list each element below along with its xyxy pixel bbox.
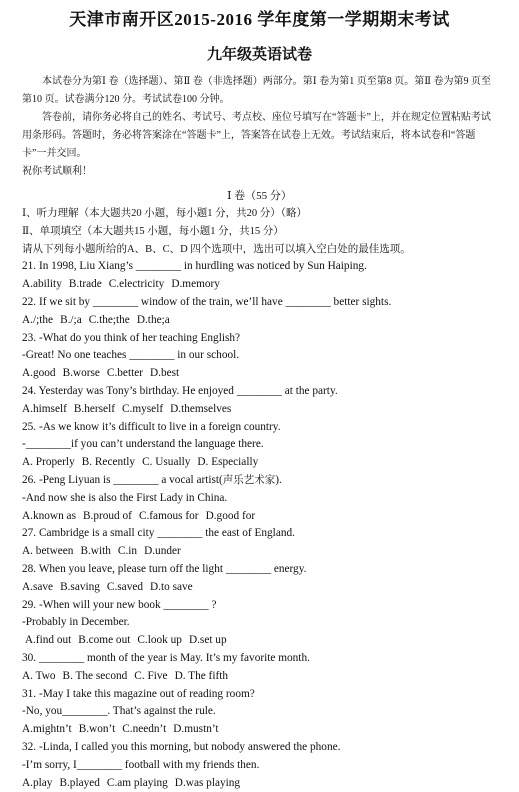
option-a: A. Two: [22, 670, 56, 682]
option-a: A.good: [22, 367, 56, 379]
option-d: D.themselves: [170, 403, 231, 415]
option-a: A. Properly: [22, 456, 75, 468]
option-a: A.play: [22, 777, 52, 789]
question-32-options: [22, 775, 497, 792]
question-32-line-2: -I’m sorry, I________ football with my friends then.: [22, 757, 497, 775]
option-c: C.better: [107, 367, 143, 379]
question-29-line-1: 29. -When will your new book ________ ?: [22, 597, 497, 615]
page-title: 天津市南开区2015-2016 学年度第一学期期末考试: [0, 0, 519, 31]
question-23-line-2: -Great! No one teaches ________ in our school.: [22, 347, 497, 365]
good-luck-note: 祝你考试顺利！: [22, 163, 497, 181]
option-b: B.with: [80, 545, 110, 557]
question-28-options: [22, 579, 497, 597]
question-25-options: [22, 454, 497, 472]
question-21-stem: 21. In 1998, Liu Xiang’s ________ in hurdling was noticed by Sun Haiping.: [22, 258, 497, 276]
instructions-paragraph-2: 答卷前，请你务必将自己的姓名、考试号、考点校、座位号填写在“答题卡”上，并在规定位置粘贴考试用条形码。答题时，务必将答案涂在“答题卡”上，答案答在试卷上无效。考试结束后，将本试卷和“答题卡”一并交回。: [22, 109, 497, 163]
option-a: A.save: [22, 581, 53, 593]
question-31-line-2: -No, you________. That’s against the rule.: [22, 703, 497, 721]
question-30-options: [22, 668, 497, 686]
question-24-options: [22, 401, 497, 419]
part1-heading: Ⅰ、听力理解（本大题共20 小题，每小题1 分，共20 分）（略）: [22, 205, 497, 223]
option-b: B./;a: [60, 314, 82, 326]
part2-instruction: 请从下列每小题所给的A、B、C、D 四个选项中，选出可以填入空白处的最佳选项。: [22, 241, 497, 259]
option-b: B.worse: [63, 367, 100, 379]
question-23-options: [22, 365, 497, 383]
question-26-stem-end: ).: [275, 474, 282, 486]
option-c: C.needn’t: [122, 723, 166, 735]
question-29-line-2: -Probably in December.: [22, 614, 497, 632]
section-title: Ⅰ 卷（55 分）: [0, 187, 519, 205]
question-26-line-2: -And now she is also the First Lady in China.: [22, 490, 497, 508]
question-28-stem: 28. When you leave, please turn off the light ________ energy.: [22, 561, 497, 579]
option-b: B.trade: [69, 278, 102, 290]
option-d: D.mustn’t: [173, 723, 218, 735]
option-b: B.herself: [74, 403, 115, 415]
option-d: D.set up: [189, 634, 227, 646]
question-24-stem: 24. Yesterday was Tony’s birthday. He enjoyed ________ at the party.: [22, 383, 497, 401]
question-22-stem: 22. If we sit by ________ window of the train, we’ll have ________ better sights.: [22, 294, 497, 312]
question-32-line-1: 32. -Linda, I called you this morning, but nobody answered the phone.: [22, 739, 497, 757]
option-c: C.look up: [137, 634, 182, 646]
question-list: [0, 205, 519, 792]
option-d: D.was playing: [175, 777, 240, 789]
question-26-options: [22, 508, 497, 526]
option-c: C.saved: [107, 581, 143, 593]
option-b: B.come out: [78, 634, 130, 646]
question-26-stem-start: 26. -Peng Liyuan is ________ a vocal artist(: [22, 474, 223, 486]
option-c: C. Five: [134, 670, 167, 682]
instructions-paragraph-1: 本试卷分为第Ⅰ 卷（选择题）、第Ⅱ 卷（非选择题）两部分。第Ⅰ 卷为第1 页至第8 页。第Ⅱ 卷为第9 页至第10 页。试卷满分120 分。考试试卷100 分钟。: [22, 73, 497, 109]
option-c: C.the;the: [89, 314, 130, 326]
option-d: D.under: [144, 545, 181, 557]
question-25-line-1: 25. -As we know it’s difficult to live in a foreign country.: [22, 419, 497, 437]
option-c: C.famous for: [139, 510, 199, 522]
option-d: D.good for: [206, 510, 256, 522]
exam-instructions: [0, 73, 519, 181]
option-a: A.himself: [22, 403, 67, 415]
question-31-options: [22, 721, 497, 739]
option-b: B. The second: [63, 670, 128, 682]
option-c: C. Usually: [142, 456, 190, 468]
question-23-line-1: 23. -What do you think of her teaching English?: [22, 330, 497, 348]
option-a: A.find out: [25, 634, 71, 646]
option-d: D.to save: [150, 581, 193, 593]
option-c: C.am playing: [107, 777, 168, 789]
option-b: B.saving: [60, 581, 100, 593]
option-c: C.electricity: [109, 278, 165, 290]
option-b: B. Recently: [82, 456, 135, 468]
option-a: A.known as: [22, 510, 76, 522]
option-c: C.in: [118, 545, 137, 557]
option-d: D.best: [150, 367, 179, 379]
option-a: A./;the: [22, 314, 53, 326]
question-26-chinese-gloss: 声乐艺术家: [223, 475, 276, 486]
option-c: C.myself: [122, 403, 163, 415]
question-22-options: [22, 312, 497, 330]
option-a: A.mightn’t: [22, 723, 72, 735]
question-27-stem: 27. Cambridge is a small city ________ the east of England.: [22, 525, 497, 543]
question-30-stem: 30. ________ month of the year is May. It’s my favorite month.: [22, 650, 497, 668]
question-29-options: [22, 632, 497, 650]
question-25-line-2: -________if you can’t understand the language there.: [22, 436, 497, 454]
part2-heading: Ⅱ、单项填空（本大题共15 小题，每小题1 分，共15 分）: [22, 223, 497, 241]
option-d: D. Especially: [197, 456, 258, 468]
option-d: D.memory: [171, 278, 220, 290]
option-d: D. The fifth: [175, 670, 228, 682]
page-subtitle: 九年级英语试卷: [0, 31, 519, 65]
question-27-options: [22, 543, 497, 561]
question-26-line-1: [22, 472, 497, 490]
option-d: D.the;a: [137, 314, 170, 326]
option-b: B.played: [59, 777, 99, 789]
question-21-options: [22, 276, 497, 294]
option-b: B.won’t: [79, 723, 116, 735]
option-b: B.proud of: [83, 510, 132, 522]
option-a: A.ability: [22, 278, 62, 290]
option-a: A. between: [22, 545, 73, 557]
question-31-line-1: 31. -May I take this magazine out of reading room?: [22, 686, 497, 704]
